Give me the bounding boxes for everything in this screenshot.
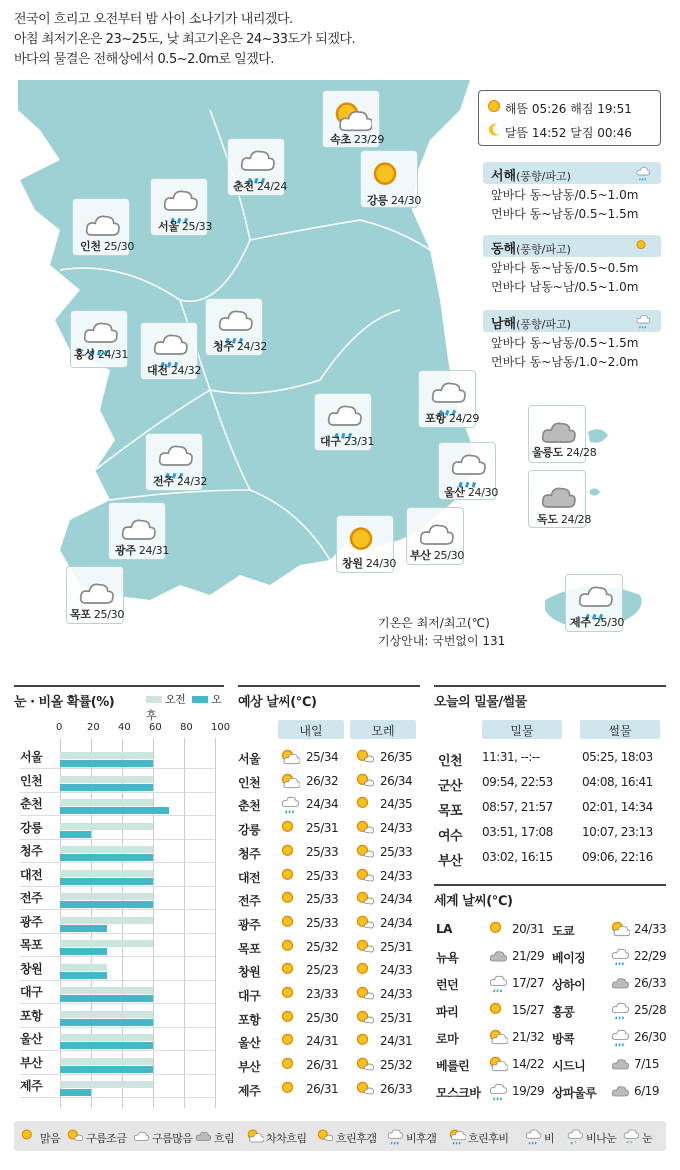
world-city-left: LA: [436, 922, 452, 936]
rain-city-label: 강릉: [20, 820, 43, 835]
forecast-tomorrow-temp: 24/31: [306, 1034, 339, 1049]
rain-bar-am: [60, 964, 107, 971]
world-city-left: 뉴욕: [436, 951, 459, 965]
rain-bar-pm: [60, 807, 169, 814]
shower-icon: [524, 1127, 542, 1145]
rain-bar-pm: [60, 972, 107, 979]
world-temp-left: 21/32: [512, 1030, 545, 1044]
sun-partly-icon: [355, 1055, 375, 1075]
sun-cloud-icon: [280, 747, 300, 767]
sun-icon: [280, 842, 300, 862]
sun-partly-icon: [355, 937, 375, 957]
rain-city-label: 부산: [20, 1055, 43, 1070]
tides-title: 오늘의 밀물/썰물: [434, 685, 666, 710]
tide-low: 09:06, 22:16: [582, 850, 653, 864]
world-temp-left: 19/29: [512, 1084, 545, 1098]
map-city-label: 전주 24/32: [153, 475, 208, 488]
map-city-label: 홍성 24/31: [74, 348, 129, 361]
sun-cloud-icon: [488, 1027, 508, 1047]
rain-row-divider: [20, 956, 215, 957]
shower-icon: [635, 165, 651, 181]
rain-bar-am: [60, 1034, 153, 1041]
sun-icon: [355, 960, 375, 980]
sunrise-label: 해뜸: [504, 102, 529, 116]
forecast-city: 강릉: [238, 823, 261, 838]
forecast-city: 창원: [238, 965, 261, 980]
sun-icon: [280, 1055, 300, 1075]
sun-icon: [280, 1008, 300, 1028]
forecast-tomorrow-temp: 25/31: [306, 821, 339, 836]
tide-high: 08:57, 21:57: [482, 800, 553, 814]
sun-partly-icon: [66, 1127, 84, 1145]
forecast-city: 춘천: [238, 799, 261, 814]
sun-icon: [20, 1127, 38, 1145]
forecast-dayafter-temp: 24/35: [380, 797, 413, 812]
forecast-tomorrow-temp: 26/31: [306, 1081, 339, 1096]
rain-city-label: 대전: [20, 867, 43, 882]
sun-cloud-icon: [488, 1054, 508, 1074]
moonrise-time: 14:52: [531, 126, 567, 140]
tide-low: 04:08, 16:41: [582, 775, 653, 789]
forecast-city: 전주: [238, 894, 261, 909]
forecast-tomorrow-temp: 25/33: [306, 915, 339, 930]
sun-moon-box: [478, 90, 661, 146]
rain-bar-pm: [60, 1066, 153, 1073]
grey-cloud-icon: [488, 946, 508, 966]
rain-row-divider: [20, 792, 215, 793]
grey-cloud-icon: [610, 1081, 630, 1101]
rain-bar-am: [60, 870, 153, 877]
shower-icon: [610, 1000, 630, 1020]
tide-low: 02:01, 14:34: [582, 800, 653, 814]
rain-bar-am: [60, 846, 153, 853]
forecast-city: 포항: [238, 1012, 261, 1027]
world-city-right: 상파울루: [552, 1086, 597, 1100]
sun-icon: [280, 1031, 300, 1051]
map-city-label: 창원 24/30: [342, 557, 397, 570]
forecast-dayafter-temp: 25/31: [380, 939, 413, 954]
forecast-dayafter-temp: 26/33: [380, 1081, 413, 1096]
forecast-dayafter-temp: 24/33: [380, 963, 413, 978]
forecast-dayafter-temp: 24/33: [380, 868, 413, 883]
sea-report-2: 남해(풍향/파고) 앞바다 동~남동/0.5~1.5m 먼바다 동~남동/1.0~2.0m: [483, 310, 661, 370]
map-phone-note: 기상안내: 국번없이 131: [378, 634, 506, 648]
world-temp-left: 14/22: [512, 1057, 545, 1071]
rain-row-divider: [20, 839, 215, 840]
world-city-right: 방콕: [552, 1032, 575, 1046]
sun-partly-icon: [355, 866, 375, 886]
pm-legend-label: 오후: [146, 693, 222, 722]
moon-icon: [487, 123, 501, 137]
rain-row-divider: [20, 980, 215, 981]
rain-row-divider: [20, 909, 215, 910]
rain-city-label: 포항: [20, 1008, 43, 1023]
map-city-label: 서울 25/33: [158, 220, 213, 233]
rain-city-label: 서울: [20, 750, 43, 764]
forecast-dayafter-temp: 26/35: [380, 750, 413, 764]
shower-icon: [488, 973, 508, 993]
world-city-right: 베이징: [552, 951, 586, 965]
rain-bar-am: [60, 776, 153, 783]
rain-gridline: [215, 738, 216, 1108]
sun-partly-icon: [355, 747, 375, 767]
world-temp-right: 6/19: [634, 1084, 659, 1098]
world-city-left: 로마: [436, 1032, 459, 1046]
forecast-dayafter-temp: 25/31: [380, 1010, 413, 1025]
sun-icon: [635, 238, 651, 254]
forecast-dayafter-temp: 24/31: [380, 1034, 413, 1049]
rain-bar-am: [60, 752, 153, 759]
map-city-label: 강릉 24/30: [367, 194, 422, 207]
forecast-tomorrow-temp: 25/23: [306, 963, 339, 978]
world-temp-right: 22/29: [634, 949, 667, 963]
world-temp-left: 17/27: [512, 976, 545, 990]
rain-gridline: [184, 738, 185, 1108]
rain-bar-am: [60, 940, 153, 947]
world-city-right: 시드니: [552, 1059, 586, 1073]
sun-rain-icon: [448, 1127, 466, 1145]
shower-icon: [280, 794, 300, 814]
dokdo-island: [590, 488, 600, 495]
world-temp-left: 15/27: [512, 1003, 545, 1017]
sun-icon: [280, 937, 300, 957]
rain-bar-pm: [60, 1089, 91, 1096]
rain-city-label: 광주: [20, 914, 43, 929]
tide-high: 11:31, --:--: [482, 750, 540, 764]
rain-tick-label: 20: [87, 722, 100, 733]
forecast-tomorrow-temp: 24/34: [306, 797, 339, 812]
forecast-col-dayafter: 모레: [350, 720, 416, 739]
forecast-dayafter-temp: 24/33: [380, 821, 413, 836]
sun-icon: [487, 99, 501, 113]
forecast-tomorrow-temp: 26/31: [306, 1058, 339, 1073]
map-city-label: 목포 25/30: [70, 608, 125, 621]
forecast-dayafter-temp: 24/34: [380, 892, 413, 907]
world-temp-right: 25/28: [634, 1003, 667, 1017]
headline-line-1: 전국이 흐리고 오전부터 밤 사이 소나기가 내리겠다.: [14, 12, 293, 27]
sun-partly-icon: [355, 984, 375, 1004]
tide-place: 목포: [438, 804, 463, 819]
forecast-dayafter-temp: 24/33: [380, 987, 413, 1001]
sea-name: 남해: [491, 317, 517, 332]
sun-partly-icon: [355, 818, 375, 838]
world-city-left: 런던: [436, 978, 459, 992]
world-city-right: 홍콩: [552, 1005, 575, 1019]
forecast-tomorrow-temp: 25/33: [306, 844, 339, 859]
forecast-city: 제주: [238, 1083, 261, 1098]
rain-row-divider: [20, 768, 215, 769]
forecast-tomorrow-temp: 25/33: [306, 892, 339, 907]
sun-cloud-icon: [246, 1127, 264, 1145]
rain-bar-pm: [60, 854, 153, 861]
world-city-left: 베를린: [436, 1059, 470, 1073]
map-city-label: 울산 24/30: [444, 486, 499, 499]
map-city-label: 속초 23/29: [330, 133, 385, 146]
rain-row-divider: [20, 1074, 215, 1075]
sunset-label: 해짐: [570, 102, 594, 116]
sun-icon: [280, 1079, 300, 1099]
tide-high: 03:02, 16:15: [482, 850, 553, 864]
am-legend-swatch: [146, 696, 162, 703]
grey-cloud-icon: [610, 973, 630, 993]
legend-label: 구름조금: [86, 1132, 127, 1145]
shower-icon: [386, 1127, 404, 1145]
legend-label: 맑음: [40, 1132, 61, 1145]
sea-name: 서해: [491, 169, 517, 184]
tide-high: 09:54, 22:53: [482, 775, 553, 789]
sea-report-1: 동해(풍향/파고) 앞바다 동~남동/0.5~0.5m 먼바다 남동~남/0.5~1.0m: [483, 235, 661, 295]
headline-line-2: 아침 최저기온은 23~25도, 낮 최고기온은 24~33도가 되겠다.: [14, 32, 356, 47]
snow-icon: [622, 1127, 640, 1145]
sun-icon: [370, 157, 410, 197]
sea-name: 동해: [491, 242, 517, 257]
rain-city-label: 인천: [20, 773, 43, 788]
forecast-title: 예상 날씨(℃): [238, 685, 420, 710]
rain-row-divider: [20, 1050, 215, 1051]
grey-cloud-icon: [610, 1054, 630, 1074]
world-temp-right: 26/33: [634, 976, 667, 990]
rain-city-label: 춘천: [20, 797, 43, 811]
map-city-label: 대구 23/31: [320, 435, 375, 448]
rain-city-label: 청주: [20, 844, 43, 858]
am-legend-label: 오전: [165, 693, 186, 706]
forecast-city: 대구: [238, 989, 261, 1003]
map-unit-note: 기온은 최저/최고(℃): [378, 616, 490, 630]
tides-col-low: 썰물: [580, 720, 660, 739]
legend-label: 흐린후비: [468, 1132, 509, 1145]
world-city-left: 파리: [436, 1005, 459, 1019]
sun-partly-icon: [355, 842, 375, 862]
world-temp-left: 20/31: [512, 922, 545, 936]
forecast-dayafter-temp: 26/34: [380, 773, 413, 788]
sun-icon: [280, 913, 300, 933]
forecast-col-tomorrow: 내일: [278, 720, 344, 739]
forecast-city: 청주: [238, 846, 261, 861]
map-city-label: 인천 25/30: [80, 240, 135, 253]
rain-bar-pm: [60, 925, 107, 932]
shower-icon: [610, 946, 630, 966]
rain-bar-pm: [60, 995, 153, 1002]
pm-legend-swatch: [192, 696, 208, 703]
sun-partly-icon: [355, 771, 375, 791]
legend-label: 비나눈: [586, 1132, 617, 1145]
sea-report-0: 서해(풍향/파고) 앞바다 동~남동/0.5~1.0m 먼바다 동~남동/0.5~1.5m: [483, 162, 661, 222]
forecast-city: 부산: [238, 1060, 261, 1075]
sun-partly-icon: [355, 1079, 375, 1099]
headline-line-3: 바다의 물결은 전해상에서 0.5~2.0m로 일겠다.: [14, 52, 274, 67]
world-temp-right: 24/33: [634, 922, 667, 936]
forecast-tomorrow-temp: 25/33: [306, 868, 339, 883]
tides-col-high: 밀물: [482, 720, 562, 739]
forecast-city: 울산: [238, 1036, 261, 1051]
rain-row-divider: [20, 1027, 215, 1028]
forecast-tomorrow-temp: 26/32: [306, 773, 339, 788]
grey-cloud-icon: [194, 1127, 212, 1145]
sun-icon: [280, 818, 300, 838]
rain-tick-label: 60: [149, 722, 162, 733]
rain-row-divider: [20, 815, 215, 816]
rain-city-label: 대구: [20, 985, 43, 999]
sun-icon: [488, 919, 508, 939]
world-temp-right: 26/30: [634, 1030, 667, 1044]
rain-bar-am: [60, 799, 153, 806]
forecast-city: 인천: [238, 775, 261, 790]
map-city-label: 청주 24/32: [213, 340, 268, 353]
forecast-dayafter-temp: 25/33: [380, 844, 413, 859]
sun-icon: [280, 866, 300, 886]
rain-row-divider: [20, 862, 215, 863]
legend-label: 차차흐림: [266, 1132, 307, 1145]
rain-bar-pm: [60, 1042, 153, 1049]
moonset-time: 00:46: [597, 126, 632, 140]
world-temp-right: 7/15: [634, 1057, 659, 1071]
rain-bar-am: [60, 1058, 153, 1065]
sun-cloud-icon: [280, 771, 300, 791]
rain-tick-label: 40: [118, 722, 131, 733]
rain-gridline: [153, 738, 154, 1108]
tide-place: 여수: [438, 829, 463, 844]
rain-city-label: 창원: [20, 961, 43, 976]
rain-bar-pm: [60, 1019, 153, 1026]
tide-place: 인천: [438, 754, 463, 769]
map-city-label: 포항 24/29: [425, 412, 480, 425]
sun-icon: [355, 794, 375, 814]
sunset-time: 19:51: [597, 102, 632, 116]
ulleung-island: [588, 429, 608, 443]
rain-bar-pm: [60, 784, 153, 791]
map-city-label: 울릉도 24/28: [532, 446, 597, 459]
rain-prob-title: 눈 · 비올 확률(%) 오전 오후: [14, 685, 224, 710]
sun-partly-icon: [355, 913, 375, 933]
moonrise-label: 달뜸: [504, 126, 529, 140]
forecast-city: 목포: [238, 941, 261, 956]
forecast-dayafter-temp: 25/32: [380, 1058, 413, 1073]
forecast-dayafter-temp: 24/34: [380, 915, 413, 930]
map-city-label: 광주 24/31: [115, 544, 170, 557]
rain-bar-am: [60, 1011, 153, 1018]
svg-text:* *: * *: [626, 1141, 633, 1145]
shower-icon: [610, 1027, 630, 1047]
rain-row-divider: [20, 1097, 215, 1098]
rain-bar-am: [60, 893, 153, 900]
forecast-tomorrow-temp: 23/33: [306, 987, 339, 1001]
rain-bar-am: [60, 823, 153, 830]
rain-row-divider: [20, 886, 215, 887]
forecast-tomorrow-temp: 25/34: [306, 750, 339, 764]
tide-place: 부산: [438, 854, 463, 869]
legend-label: 구름많음: [152, 1132, 193, 1145]
rain-bar-am: [60, 1081, 153, 1088]
cloud-icon: [132, 1127, 150, 1145]
rain-tick-label: 80: [180, 722, 193, 733]
map-city-label: 제주 25/30: [570, 616, 625, 629]
moonset-label: 달짐: [570, 126, 594, 140]
svg-text:*: *: [574, 1141, 577, 1145]
legend-label: 눈: [642, 1132, 653, 1145]
shower-icon: [635, 313, 651, 329]
world-city-right: 상하이: [552, 978, 586, 992]
legend-label: 비: [544, 1132, 555, 1145]
rain-city-label: 제주: [20, 1079, 43, 1093]
world-title: 세계 날씨(℃): [434, 884, 666, 909]
map-city-label: 부산 25/30: [410, 549, 465, 562]
world-city-right: 도쿄: [552, 924, 575, 938]
rain-bar-pm: [60, 760, 153, 767]
forecast-tomorrow-temp: 25/32: [306, 939, 339, 954]
legend-label: 비후갬: [406, 1132, 437, 1145]
world-temp-left: 21/29: [512, 949, 545, 963]
rain-city-label: 전주: [20, 891, 43, 905]
world-city-left: 모스크바: [436, 1086, 481, 1100]
sun-partly-icon: [355, 889, 375, 909]
map-city-label: 대전 24/32: [147, 364, 202, 377]
forecast-city: 대전: [238, 870, 261, 885]
rain-tick-label: 100: [211, 722, 231, 733]
sunrise-time: 05:26: [531, 102, 567, 116]
rain-bar-pm: [60, 878, 153, 885]
forecast-city: 서울: [238, 752, 261, 766]
sun-partly-icon: [355, 1008, 375, 1028]
sun-cloud-icon: [610, 919, 630, 939]
sun-icon: [280, 960, 300, 980]
shower-icon: [488, 1081, 508, 1101]
rain-bar-am: [60, 917, 153, 924]
icon-legend: [14, 1121, 666, 1151]
snow-rain-icon: [566, 1127, 584, 1145]
sun-icon: [280, 889, 300, 909]
rain-bar-am: [60, 987, 153, 994]
shower-icon: [448, 449, 488, 489]
tide-low: 10:07, 23:13: [582, 825, 653, 839]
rain-bar-pm: [60, 901, 153, 908]
sun-icon: [488, 1000, 508, 1020]
sun-icon: [355, 1031, 375, 1051]
tide-low: 05:25, 18:03: [582, 750, 653, 764]
rain-bar-pm: [60, 948, 107, 955]
sun-partly-icon: [316, 1127, 334, 1145]
rain-tick-label: 0: [56, 722, 63, 733]
rain-row-divider: [20, 933, 215, 934]
legend-label: 흐린후갬: [336, 1132, 377, 1145]
rain-city-label: 목포: [20, 938, 43, 952]
rain-row-divider: [20, 1003, 215, 1004]
legend-label: 흐림: [214, 1132, 235, 1145]
tide-place: 군산: [438, 779, 463, 794]
rain-city-label: 울산: [20, 1032, 43, 1046]
forecast-tomorrow-temp: 25/30: [306, 1010, 339, 1025]
map-city-label: 독도 24/28: [537, 513, 592, 526]
map-city-label: 춘천 24/24: [233, 180, 288, 193]
tide-high: 03:51, 17:08: [482, 825, 553, 839]
forecast-city: 광주: [238, 917, 261, 932]
sun-icon: [280, 984, 300, 1004]
rain-bar-pm: [60, 831, 91, 838]
